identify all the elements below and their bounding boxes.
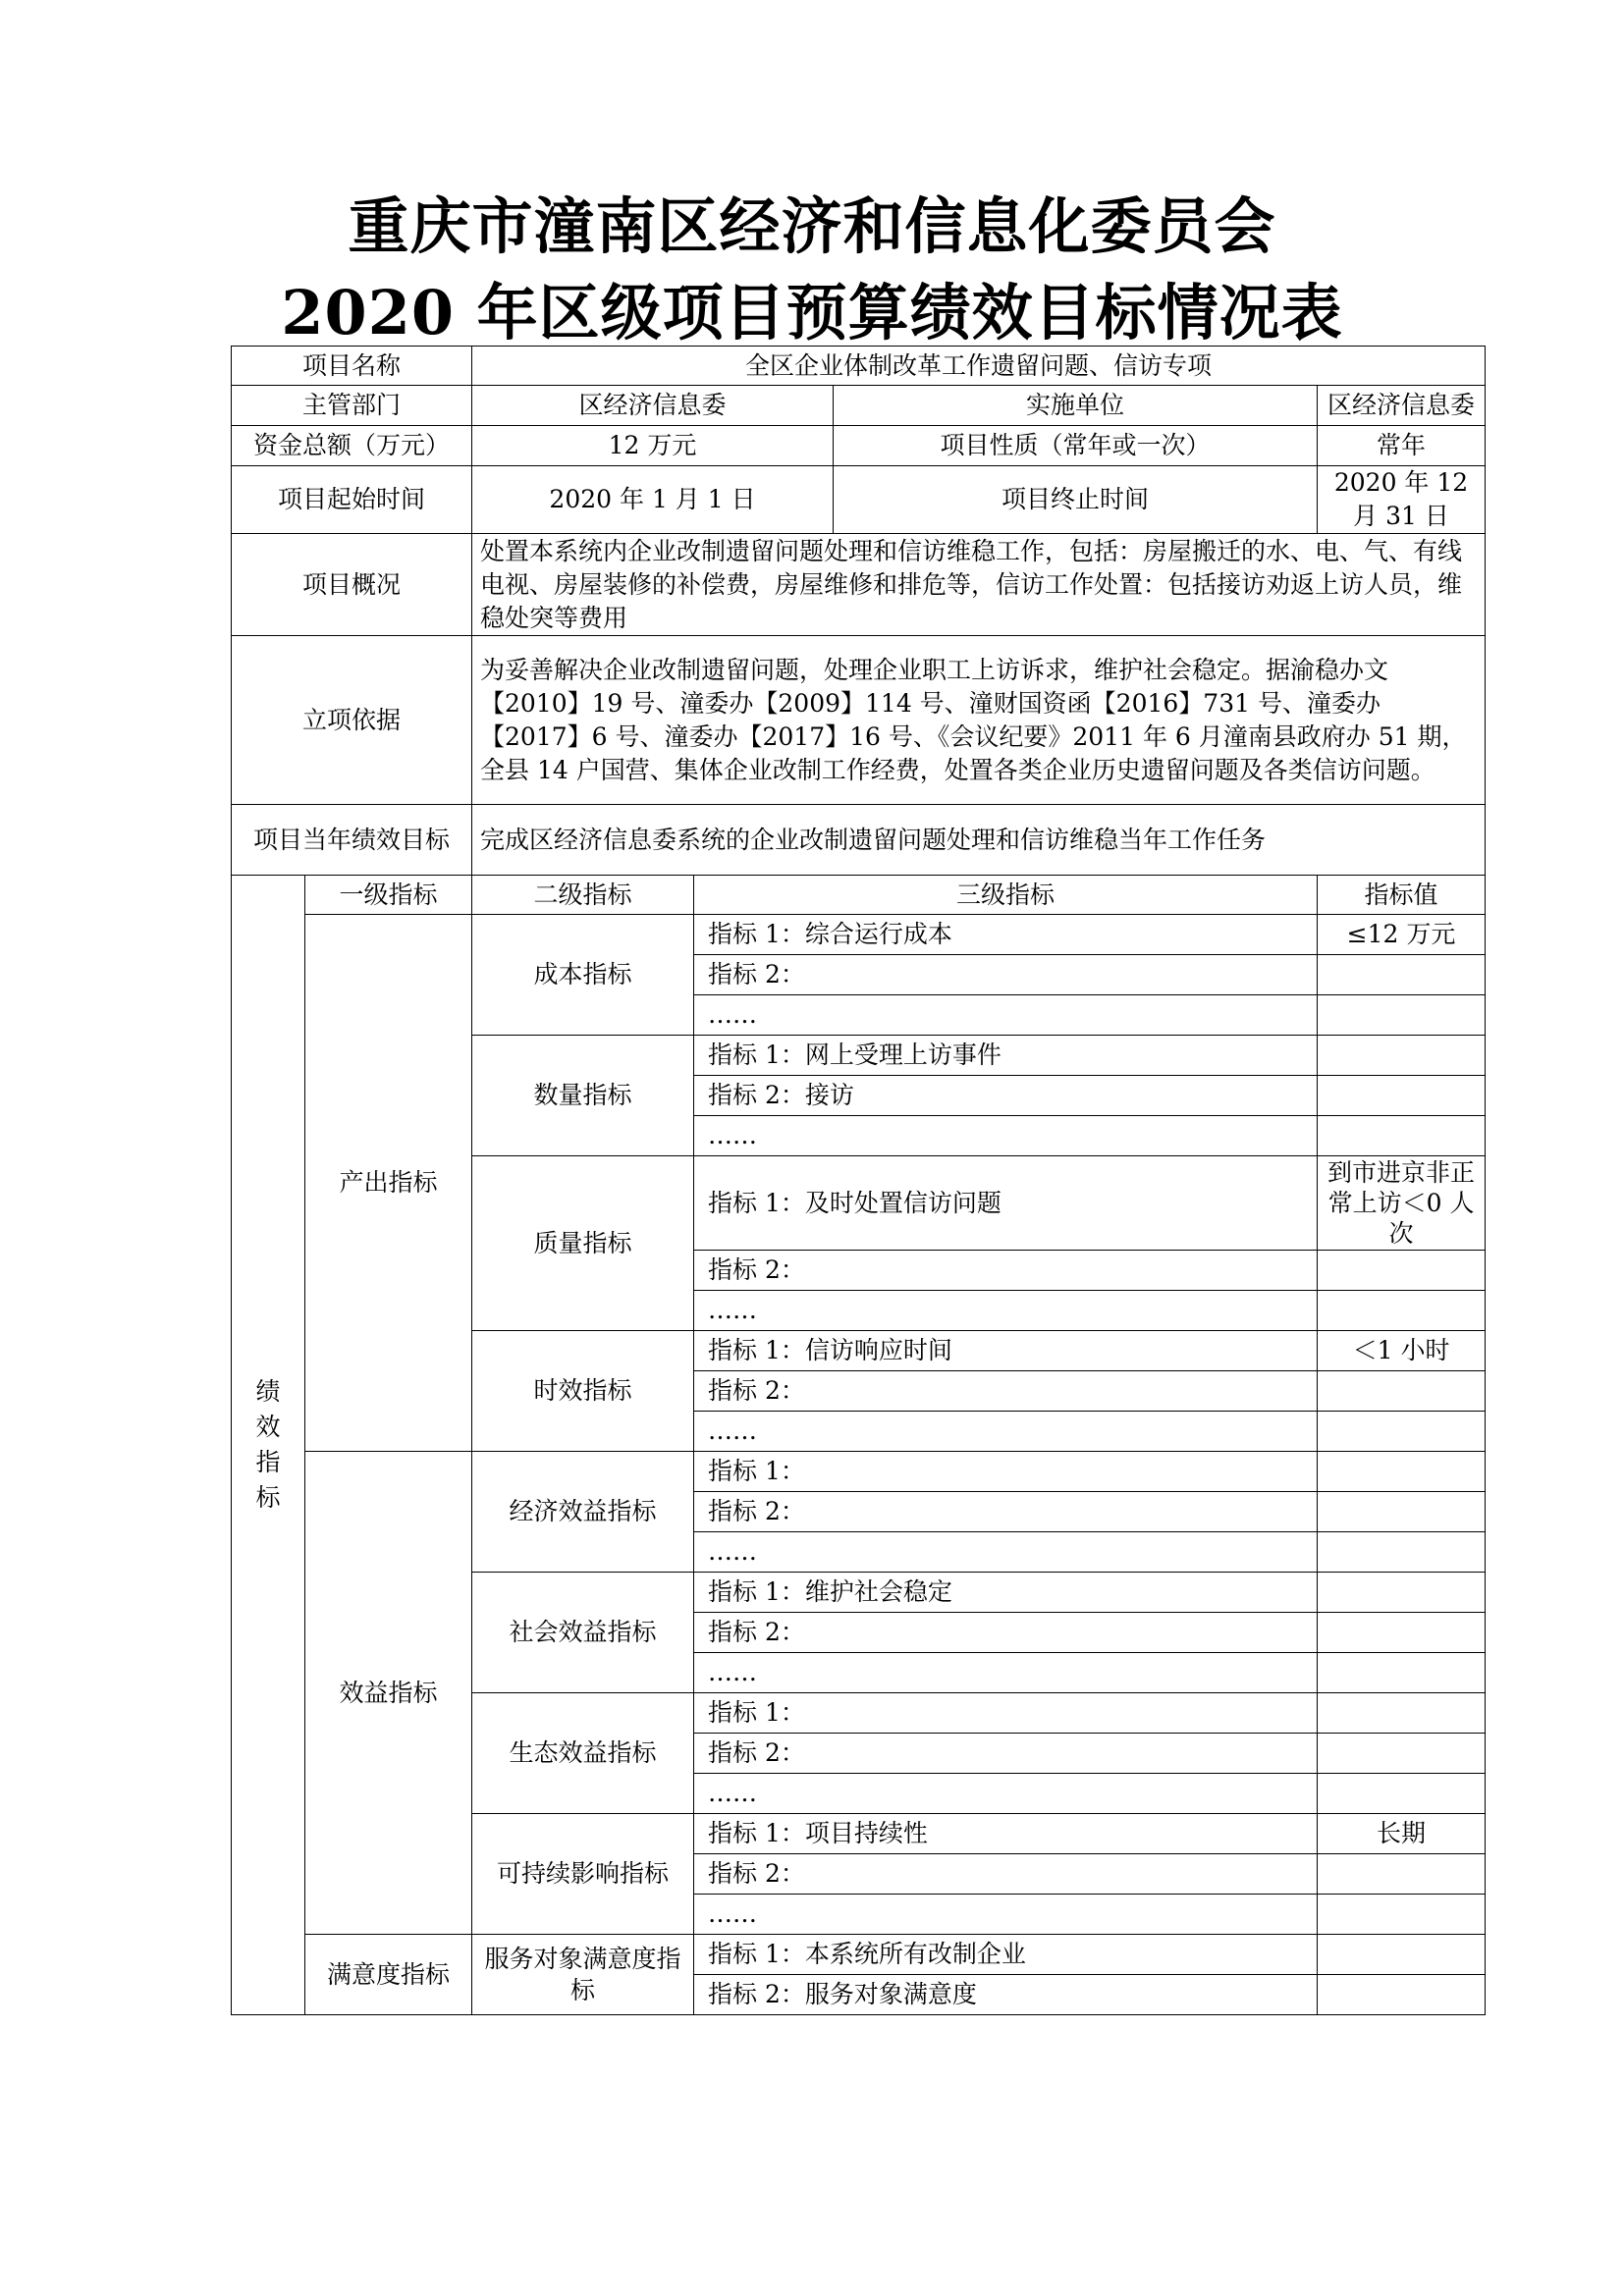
overview-text: 处置本系统内企业改制遗留问题处理和信访维稳工作，包括：房屋搬迁的水、电、气、有线电视、房屋装修的补偿费，房屋维修和排危等，信访工作处置：包括接访劝返上访人员，维稳处突等费用 <box>472 534 1486 636</box>
quality-indicator-etc-value <box>1318 1291 1486 1331</box>
service-indicator-2-value <box>1318 1975 1486 2015</box>
overview-label: 项目概况 <box>232 534 472 636</box>
cost-indicator-2: 指标 2： <box>694 955 1318 995</box>
economic-benefit-label: 经济效益指标 <box>472 1452 694 1573</box>
sustainable-indicator-1: 指标 1：项目持续性 <box>694 1814 1318 1854</box>
economic-indicator-1-value <box>1318 1452 1486 1492</box>
header-level3: 三级指标 <box>694 876 1318 915</box>
ecological-indicator-1-value <box>1318 1693 1486 1734</box>
basis-label: 立项依据 <box>232 636 472 805</box>
service-indicator-2: 指标 2：服务对象满意度 <box>694 1975 1318 2015</box>
timeliness-indicator-1-value: ＜1 小时 <box>1318 1331 1486 1371</box>
social-indicator-2: 指标 2： <box>694 1613 1318 1653</box>
ecological-indicator-2: 指标 2： <box>694 1734 1318 1774</box>
start-value: 2020 年 1 月 1 日 <box>472 466 834 534</box>
header-value: 指标值 <box>1318 876 1486 915</box>
social-indicator-1: 指标 1：维护社会稳定 <box>694 1573 1318 1613</box>
economic-indicator-etc: …… <box>694 1532 1318 1573</box>
ecological-indicator-1: 指标 1： <box>694 1693 1318 1734</box>
header-level1: 一级指标 <box>305 876 472 915</box>
economic-indicator-1: 指标 1： <box>694 1452 1318 1492</box>
sustainable-indicator-etc: …… <box>694 1895 1318 1935</box>
end-label: 项目终止时间 <box>834 466 1318 534</box>
quality-indicator-label: 质量指标 <box>472 1156 694 1331</box>
cost-indicator-1: 指标 1：综合运行成本 <box>694 915 1318 955</box>
project-name-label: 项目名称 <box>232 347 472 386</box>
start-label: 项目起始时间 <box>232 466 472 534</box>
output-indicator-label: 产出指标 <box>305 915 472 1452</box>
sustainable-indicator-1-value: 长期 <box>1318 1814 1486 1854</box>
cost-indicator-label: 成本指标 <box>472 915 694 1036</box>
service-indicator-1: 指标 1：本系统所有改制企业 <box>694 1935 1318 1975</box>
timeliness-indicator-etc: …… <box>694 1412 1318 1452</box>
ecological-indicator-etc: …… <box>694 1774 1318 1814</box>
cost-indicator-etc-value <box>1318 995 1486 1036</box>
timeliness-indicator-etc-value <box>1318 1412 1486 1452</box>
quantity-indicator-1: 指标 1：网上受理上访事件 <box>694 1036 1318 1076</box>
goal-text: 完成区经济信息委系统的企业改制遗留问题处理和信访维稳当年工作任务 <box>472 805 1486 876</box>
timeliness-indicator-label: 时效指标 <box>472 1331 694 1452</box>
quality-indicator-2-value <box>1318 1251 1486 1291</box>
social-indicator-2-value <box>1318 1613 1486 1653</box>
social-indicator-etc-value <box>1318 1653 1486 1693</box>
sustainable-indicator-2: 指标 2： <box>694 1854 1318 1895</box>
cost-indicator-2-value <box>1318 955 1486 995</box>
quantity-indicator-etc-value <box>1318 1116 1486 1156</box>
social-indicator-1-value <box>1318 1573 1486 1613</box>
timeliness-indicator-2: 指标 2： <box>694 1371 1318 1412</box>
quality-indicator-1: 指标 1：及时处置信访问题 <box>694 1156 1318 1251</box>
economic-indicator-2-value <box>1318 1492 1486 1532</box>
title-line-1: 重庆市潼南区经济和信息化委员会 <box>348 190 1276 262</box>
title-line-2: 2020 年区级项目预算绩效目标情况表 <box>281 277 1343 348</box>
performance-indicator-side-label: 绩 效 指 标 <box>232 876 305 2015</box>
goal-label: 项目当年绩效目标 <box>232 805 472 876</box>
cost-indicator-1-value: ≤12 万元 <box>1318 915 1486 955</box>
social-indicator-etc: …… <box>694 1653 1318 1693</box>
social-benefit-label: 社会效益指标 <box>472 1573 694 1693</box>
sustainable-indicator-etc-value <box>1318 1895 1486 1935</box>
sustainable-indicator-2-value <box>1318 1854 1486 1895</box>
basis-text: 为妥善解决企业改制遗留问题，处理企业职工上访诉求，维护社会稳定。据渝稳办文【2010】19 号、潼委办【2009】114 号、潼财国资函【2016】731 号、潼委办【2017】6 号、潼委办【2017】16 号、《会议纪要》2011 年 6 月潼南县政府办 51 期，全县 14 户国营、集体企业改制工作经费，处置各类企业历史遗留问题及各类信访问题。 <box>472 636 1486 805</box>
service-indicator-1-value <box>1318 1935 1486 1975</box>
quantity-indicator-2: 指标 2：接访 <box>694 1076 1318 1116</box>
quantity-indicator-1-value <box>1318 1036 1486 1076</box>
ecological-indicator-2-value <box>1318 1734 1486 1774</box>
impl-label: 实施单位 <box>834 386 1318 426</box>
cost-indicator-etc: …… <box>694 995 1318 1036</box>
impl-value: 区经济信息委 <box>1318 386 1486 426</box>
quantity-indicator-2-value <box>1318 1076 1486 1116</box>
project-name: 全区企业体制改革工作遗留问题、信访专项 <box>472 347 1486 386</box>
quality-indicator-1-value: 到市进京非正常上访＜0 人次 <box>1318 1156 1486 1251</box>
benefit-indicator-label: 效益指标 <box>305 1452 472 1935</box>
timeliness-indicator-1: 指标 1：信访响应时间 <box>694 1331 1318 1371</box>
end-value: 2020 年 12 月 31 日 <box>1318 466 1486 534</box>
timeliness-indicator-2-value <box>1318 1371 1486 1412</box>
service-satisfaction-label: 服务对象满意度指标 <box>472 1935 694 2015</box>
nature-value: 常年 <box>1318 426 1486 466</box>
quantity-indicator-etc: …… <box>694 1116 1318 1156</box>
quantity-indicator-label: 数量指标 <box>472 1036 694 1156</box>
sustainable-impact-label: 可持续影响指标 <box>472 1814 694 1935</box>
dept-label: 主管部门 <box>232 386 472 426</box>
economic-indicator-etc-value <box>1318 1532 1486 1573</box>
economic-indicator-2: 指标 2： <box>694 1492 1318 1532</box>
performance-table <box>231 346 1486 2015</box>
nature-label: 项目性质（常年或一次） <box>834 426 1318 466</box>
dept-value: 区经济信息委 <box>472 386 834 426</box>
ecological-indicator-etc-value <box>1318 1774 1486 1814</box>
satisfaction-indicator-label: 满意度指标 <box>305 1935 472 2015</box>
fund-value: 12 万元 <box>472 426 834 466</box>
quality-indicator-2: 指标 2： <box>694 1251 1318 1291</box>
header-level2: 二级指标 <box>472 876 694 915</box>
ecological-benefit-label: 生态效益指标 <box>472 1693 694 1814</box>
fund-label: 资金总额（万元） <box>232 426 472 466</box>
quality-indicator-etc: …… <box>694 1291 1318 1331</box>
